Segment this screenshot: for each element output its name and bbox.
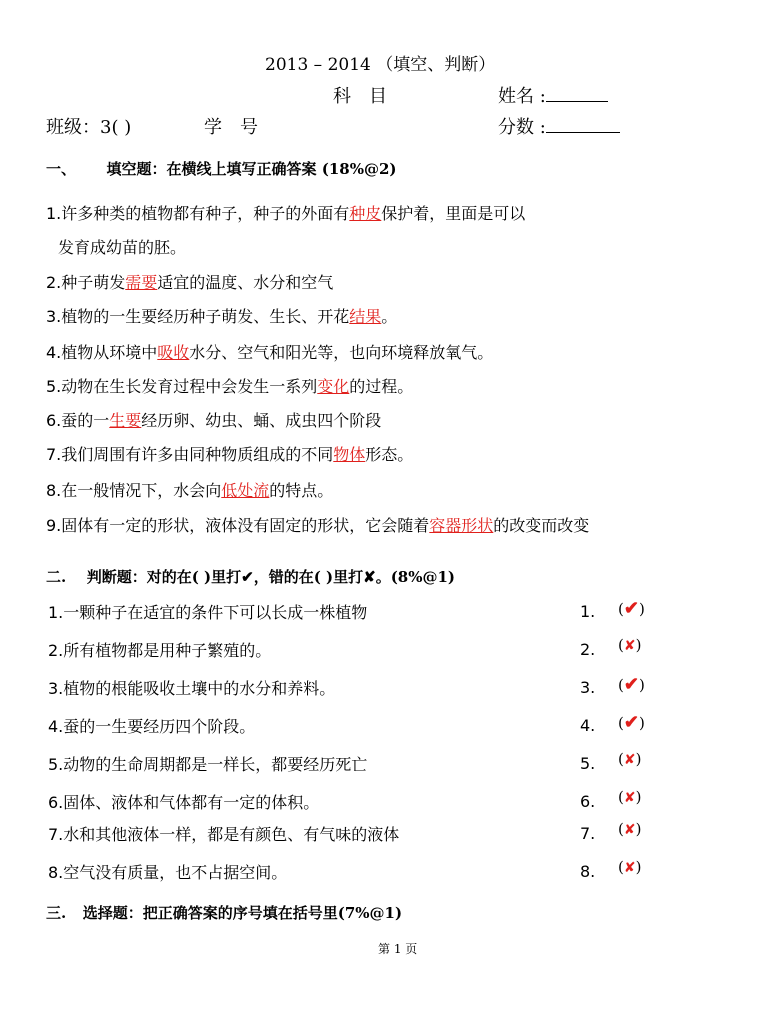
item-number: 5. bbox=[48, 755, 64, 774]
section3-suffix: (7%@1) bbox=[337, 904, 403, 922]
cross-mark-icon: ✘ bbox=[623, 822, 636, 838]
item-continuation: 发育成幼苗的胚。 bbox=[58, 238, 187, 257]
section1-heading bbox=[46, 158, 396, 179]
item-number: 7. bbox=[46, 445, 62, 464]
answer-number: 6. bbox=[580, 792, 596, 811]
section2-number: 二. bbox=[46, 568, 67, 586]
item-text-before: 在一般情况下，水会向 bbox=[61, 481, 222, 500]
page-number: 第 1 页 bbox=[378, 942, 418, 956]
item-number: 2. bbox=[46, 273, 62, 292]
answer-number: 5. bbox=[580, 754, 596, 773]
section1-title: 填空题：在横线上填写正确 bbox=[106, 160, 287, 178]
check-mark-icon: ✔ bbox=[623, 712, 639, 733]
item-number: 9. bbox=[46, 516, 62, 535]
item-text-after: 适宜的温度、水分和空气 bbox=[157, 273, 334, 292]
item-number: 6. bbox=[46, 411, 62, 430]
cross-mark-icon: ✘ bbox=[623, 790, 636, 806]
fill-blank-item bbox=[46, 270, 333, 293]
item-text: 蚕的一生要经历四个阶段。 bbox=[63, 717, 256, 736]
item-text-after: 经历卵、幼虫、蛹、成虫四个阶段 bbox=[141, 411, 382, 430]
item-text: 空气没有质量，也不占据空间。 bbox=[63, 863, 288, 882]
section1-number: 一、 bbox=[46, 160, 77, 178]
answer-blank[interactable]: 吸收 bbox=[157, 343, 190, 362]
answer-blank[interactable]: 变化 bbox=[317, 377, 350, 396]
true-false-item bbox=[48, 752, 367, 775]
item-number: 3. bbox=[48, 679, 64, 698]
check-icon: ✔ bbox=[241, 568, 254, 586]
item-number: 4. bbox=[48, 717, 64, 736]
cross-icon: ✘ bbox=[363, 568, 376, 586]
answer-blank[interactable]: 低处流 bbox=[221, 481, 270, 500]
fill-blank-item bbox=[46, 513, 589, 536]
cross-mark-icon: ✘ bbox=[623, 860, 636, 876]
true-false-item bbox=[48, 600, 367, 623]
cross-mark-icon: ✘ bbox=[623, 638, 636, 654]
item-text: 水和其他液体一样，都是有颜色、有气味的液体 bbox=[63, 825, 400, 844]
item-text-after: 形态。 bbox=[365, 445, 414, 464]
fill-blank-item bbox=[46, 478, 333, 501]
answer-blank[interactable]: 容器形状 bbox=[429, 516, 494, 535]
section3-number: 三. bbox=[46, 904, 67, 922]
section3-heading bbox=[46, 902, 402, 923]
fill-blank-item bbox=[46, 408, 381, 431]
item-number: 1. bbox=[46, 204, 62, 223]
answer-box[interactable]: (✘) bbox=[618, 788, 642, 806]
name-blank[interactable] bbox=[546, 87, 608, 102]
answer-box[interactable]: (✘) bbox=[618, 636, 642, 654]
true-false-item bbox=[48, 714, 255, 737]
item-text-before: 我们周围有许多由同种物质组成的不同 bbox=[61, 445, 334, 464]
item-number: 5. bbox=[46, 377, 62, 396]
item-text-before: 种子萌发 bbox=[61, 273, 126, 292]
answer-box[interactable]: (✘) bbox=[618, 820, 642, 838]
section2-title: 判断题：对的在( )里打 bbox=[86, 568, 242, 586]
answer-blank[interactable]: 物体 bbox=[333, 445, 366, 464]
true-false-item bbox=[48, 676, 335, 699]
answer-number: 4. bbox=[580, 716, 596, 735]
answer-box[interactable]: (✘) bbox=[618, 750, 642, 768]
item-text: 植物的根能吸收土壤中的水分和养料。 bbox=[63, 679, 336, 698]
score-blank[interactable] bbox=[546, 118, 620, 133]
item-number: 6. bbox=[48, 793, 64, 812]
item-text: 所有植物都是用种子繁殖的。 bbox=[63, 641, 272, 660]
item-text-before: 固体有一定的形状，液体没有固定的形状，它会随着 bbox=[61, 516, 430, 535]
item-text: 固体、液体和气体都有一定的体积。 bbox=[63, 793, 320, 812]
item-number: 7. bbox=[48, 825, 64, 844]
true-false-item bbox=[48, 822, 399, 845]
section3-title: 选择题：把正确答案的序号填在括号里 bbox=[82, 904, 338, 922]
item-text-after: 的特点。 bbox=[269, 481, 334, 500]
answer-number: 8. bbox=[580, 862, 596, 881]
true-false-item bbox=[48, 860, 287, 883]
item-number: 4. bbox=[46, 343, 62, 362]
section2-heading bbox=[46, 566, 455, 587]
item-text-before: 蚕的一 bbox=[61, 411, 110, 430]
check-mark-icon: ✔ bbox=[623, 674, 639, 695]
fill-blank-item bbox=[46, 304, 397, 327]
item-text-after: 的改变而改变 bbox=[493, 516, 590, 535]
fill-blank-item bbox=[46, 201, 525, 224]
answer-blank[interactable]: 种皮 bbox=[349, 204, 382, 223]
item-text-before: 许多种类的植物都有种子，种子的外面有 bbox=[61, 204, 350, 223]
name-field[interactable] bbox=[498, 82, 608, 108]
answer-number: 1. bbox=[580, 602, 596, 621]
answer-blank[interactable]: 结果 bbox=[349, 307, 382, 326]
answer-number: 2. bbox=[580, 640, 596, 659]
answer-blank[interactable]: 生要 bbox=[109, 411, 142, 430]
true-false-item bbox=[48, 790, 319, 813]
score-label: 分数 : bbox=[498, 117, 546, 138]
item-text-after: 水分、空气和阳光等，也向环境释放氧气。 bbox=[189, 343, 494, 362]
section2-mid: ，错的在( )里打 bbox=[253, 568, 364, 586]
page-title: 2013 – 2014 （填空、判断） bbox=[265, 55, 496, 75]
fill-blank-item bbox=[46, 442, 413, 465]
answer-blank[interactable]: 需要 bbox=[125, 273, 158, 292]
cross-mark-icon: ✘ bbox=[623, 752, 636, 768]
subject-label: 科 目 bbox=[333, 86, 387, 107]
fill-blank-item bbox=[46, 374, 413, 397]
item-text-after: 保护着，里面是可以 bbox=[381, 204, 526, 223]
answer-box[interactable]: (✔) bbox=[618, 712, 645, 733]
class-label: 班级：3( ) bbox=[46, 117, 132, 138]
score-field[interactable] bbox=[498, 113, 620, 139]
section1-suffix: 答案 (18%@2) bbox=[286, 160, 397, 178]
item-text-before: 植物从环境中 bbox=[61, 343, 158, 362]
item-text-after: 的过程。 bbox=[349, 377, 414, 396]
answer-box[interactable]: (✔) bbox=[618, 598, 645, 619]
item-text: 动物的生命周期都是一样长，都要经历死亡 bbox=[63, 755, 368, 774]
item-number: 8. bbox=[46, 481, 62, 500]
item-text-before: 植物的一生要经历种子萌发、生长、开花 bbox=[61, 307, 350, 326]
name-label: 姓名 : bbox=[498, 86, 546, 107]
section2-suffix: 。(8%@1) bbox=[375, 568, 456, 586]
grade-label: 学 号 bbox=[204, 117, 258, 138]
answer-number: 3. bbox=[580, 678, 596, 697]
item-number: 8. bbox=[48, 863, 64, 882]
true-false-item bbox=[48, 638, 271, 661]
check-mark-icon: ✔ bbox=[623, 598, 639, 619]
item-number: 1. bbox=[48, 603, 64, 622]
item-text: 一颗种子在适宜的条件下可以长成一株植物 bbox=[63, 603, 368, 622]
item-text-before: 动物在生长发育过程中会发生一系列 bbox=[61, 377, 318, 396]
answer-box[interactable]: (✔) bbox=[618, 674, 645, 695]
answer-number: 7. bbox=[580, 824, 596, 843]
fill-blank-item bbox=[46, 340, 493, 363]
item-number: 3. bbox=[46, 307, 62, 326]
item-number: 2. bbox=[48, 641, 64, 660]
answer-box[interactable]: (✘) bbox=[618, 858, 642, 876]
item-text-after: 。 bbox=[381, 307, 398, 326]
